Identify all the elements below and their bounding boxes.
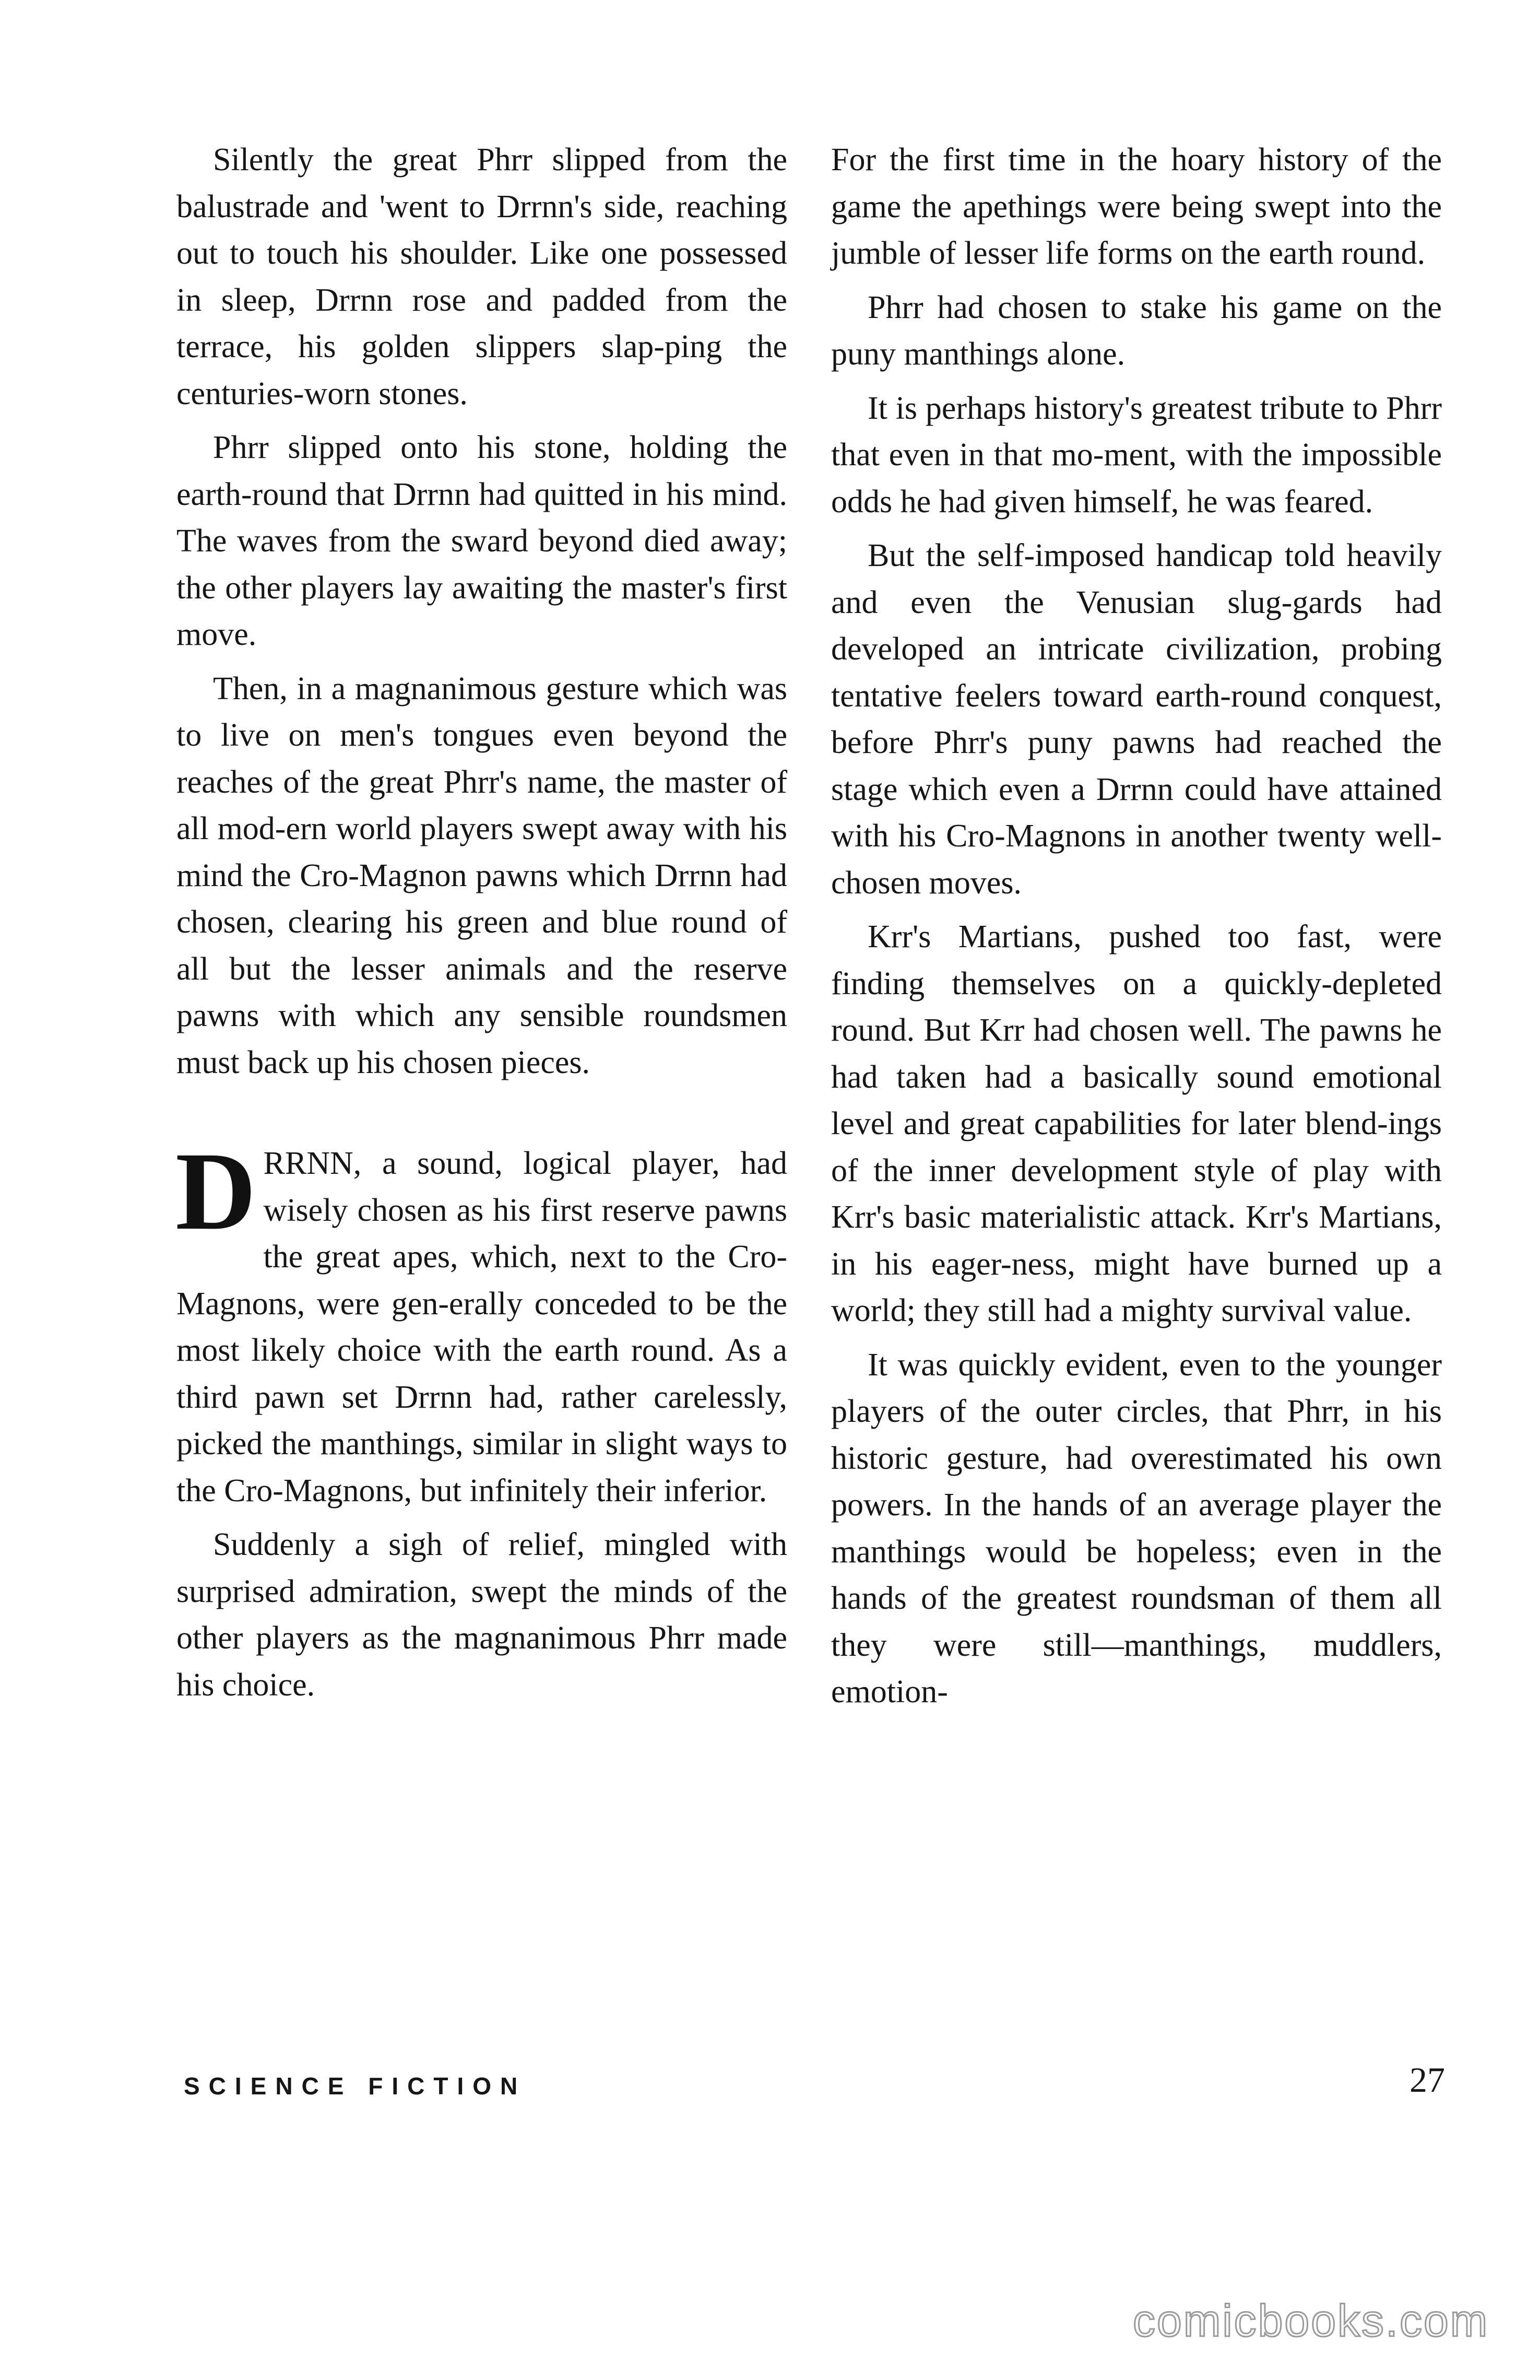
paragraph: Then, in a magnanimous gesture which was to live on men's tongues even beyond the reaches of the great Phrr's name, the master of all mod-ern world players swept away with his mind the Cro-Magnon pawns which Drrnn had chosen, clearing his green and blue round of all but the lesser animals and the reserve pawns with which any sensible roundsmen must back up his chosen pieces. bbox=[176, 670, 787, 1080]
paragraph: Krr's Martians, pushed too fast, were finding themselves on a quickly-depleted round. But Krr had chosen well. The pawns he had taken had a basically sound emotional level and great capabilities for later blend-ings of the inner development style of play with Krr's basic materialistic attack. Krr's Martians, in his eager-ness, might have burned up a world; they still had a mighty survival value. bbox=[831, 919, 1442, 1328]
dropcap-paragraph bbox=[175, 1129, 787, 1514]
watermark-logo: comicbooks.com bbox=[1133, 2296, 1489, 2346]
left-text-column bbox=[176, 137, 787, 1716]
paragraph: Silently the great Phrr slipped from the balustrade and 'went to Drrnn's side, reaching out to touch his shoulder. Like one possessed in sleep, Drrnn rose and padded from the terrace, his golden slippers slap-ping the centuries-worn stones. bbox=[176, 142, 787, 411]
paragraph: For the first time in the hoary history of the game the apethings were being swept into the jumble of lesser life forms on the earth round. bbox=[831, 142, 1442, 271]
drop-cap-letter: D bbox=[175, 1129, 256, 1253]
magazine-title-footer: SCIENCE FICTION bbox=[184, 2072, 527, 2100]
paragraph: It is perhaps history's greatest tribute to Phrr that even in that mo-ment, with the impossible odds he had given himself, he was feared. bbox=[831, 390, 1442, 520]
paragraph: Suddenly a sigh of relief, mingled with surprised admiration, swept the minds of the other players as the magnanimous Phrr made his choice. bbox=[176, 1527, 787, 1703]
paragraph: But the self-imposed handicap told heavily and even the Venusian slug-gards had developed an intricate civilization, probing tentative feelers toward earth-round conquest, before Phrr's puny pawns had reached the stage which even a Drrnn could have attained with his Cro-Magnons in another twenty well-chosen moves. bbox=[831, 538, 1442, 901]
paragraph: It was quickly evident, even to the younger players of the outer circles, that Phrr, in his historic gesture, had overestimated his own powers. In the hands of an average player the manthings would be hopeless; even in the hands of the greatest roundsman of them all they were still—manthings, muddlers, emotion- bbox=[831, 1347, 1442, 1710]
paragraph: Phrr slipped onto his stone, holding the earth-round that Drrnn had quitted in his mind. The waves from the sward beyond died away; the other players lay awaiting the master's first move. bbox=[176, 430, 787, 652]
right-text-column bbox=[831, 137, 1442, 1723]
page-number: 27 bbox=[1409, 2060, 1445, 2100]
paragraph: Phrr had chosen to stake his game on the puny manthings alone. bbox=[831, 289, 1442, 372]
paragraph-text: RRNN, a sound, logical player, had wisely chosen as his first reserve pawns the great apes, which, next to the Cro-Magnons, were gen-erally conceded to be the most likely choice with the earth round. As a third pawn set Drrnn had, rather carelessly, picked the manthings, similar in slight ways to the Cro-Magnons, but infinitely their inferior. bbox=[176, 1146, 787, 1509]
